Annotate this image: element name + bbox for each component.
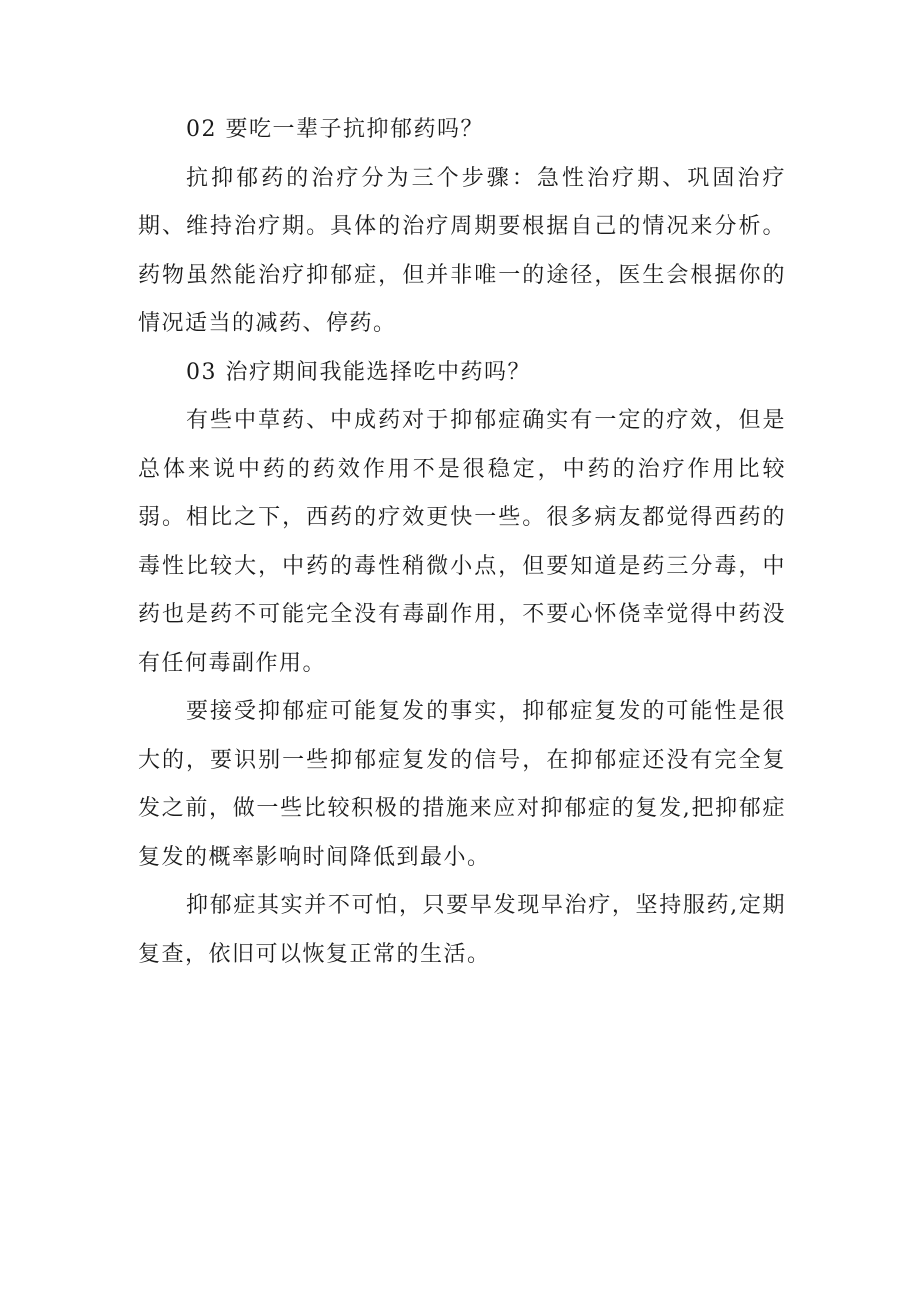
section-heading-02: 02 要吃一辈子抗抑郁药吗？ [186,117,484,142]
paragraph-conclusion: 抑郁症其实并不可怕，只要早发现早治疗，坚持服药,定期复查，依旧可以恢复正常的生活。 [138,893,786,967]
paragraph-chinese-medicine: 有些中草药、中成药对于抑郁症确实有一定的疗效，但是总体来说中药的药效作用不是很稳定，中药的治疗作用比较弱。相比之下，西药的疗效更快一些。很多病友都觉得西药的毒性比较大，中药的毒性稍微小点，但要知道是药三分毒，中药也是药不可能完全没有毒副作用，不要心怀侥幸觉得中药没有任何毒副作用。 [138,408,786,676]
paragraph-relapse: 要接受抑郁症可能复发的事实，抑郁症复发的可能性是很大的，要识别一些抑郁症复发的信号，在抑郁症还没有完全复发之前，做一些比较积极的措施来应对抑郁症的复发,把抑郁症复发的概率影响时间降低到最小。 [138,699,786,870]
document-body [138,106,786,979]
section-heading-03: 03 治疗期间我能选择吃中药吗？ [186,359,531,385]
paragraph-treatment-phases: 抗抑郁药的治疗分为三个步骤：急性治疗期、巩固治疗期、维持治疗期。具体的治疗周期要根据自己的情况来分析。药物虽然能治疗抑郁症，但并非唯一的途径，医生会根据你的情况适当的减药、停药。 [138,165,786,336]
